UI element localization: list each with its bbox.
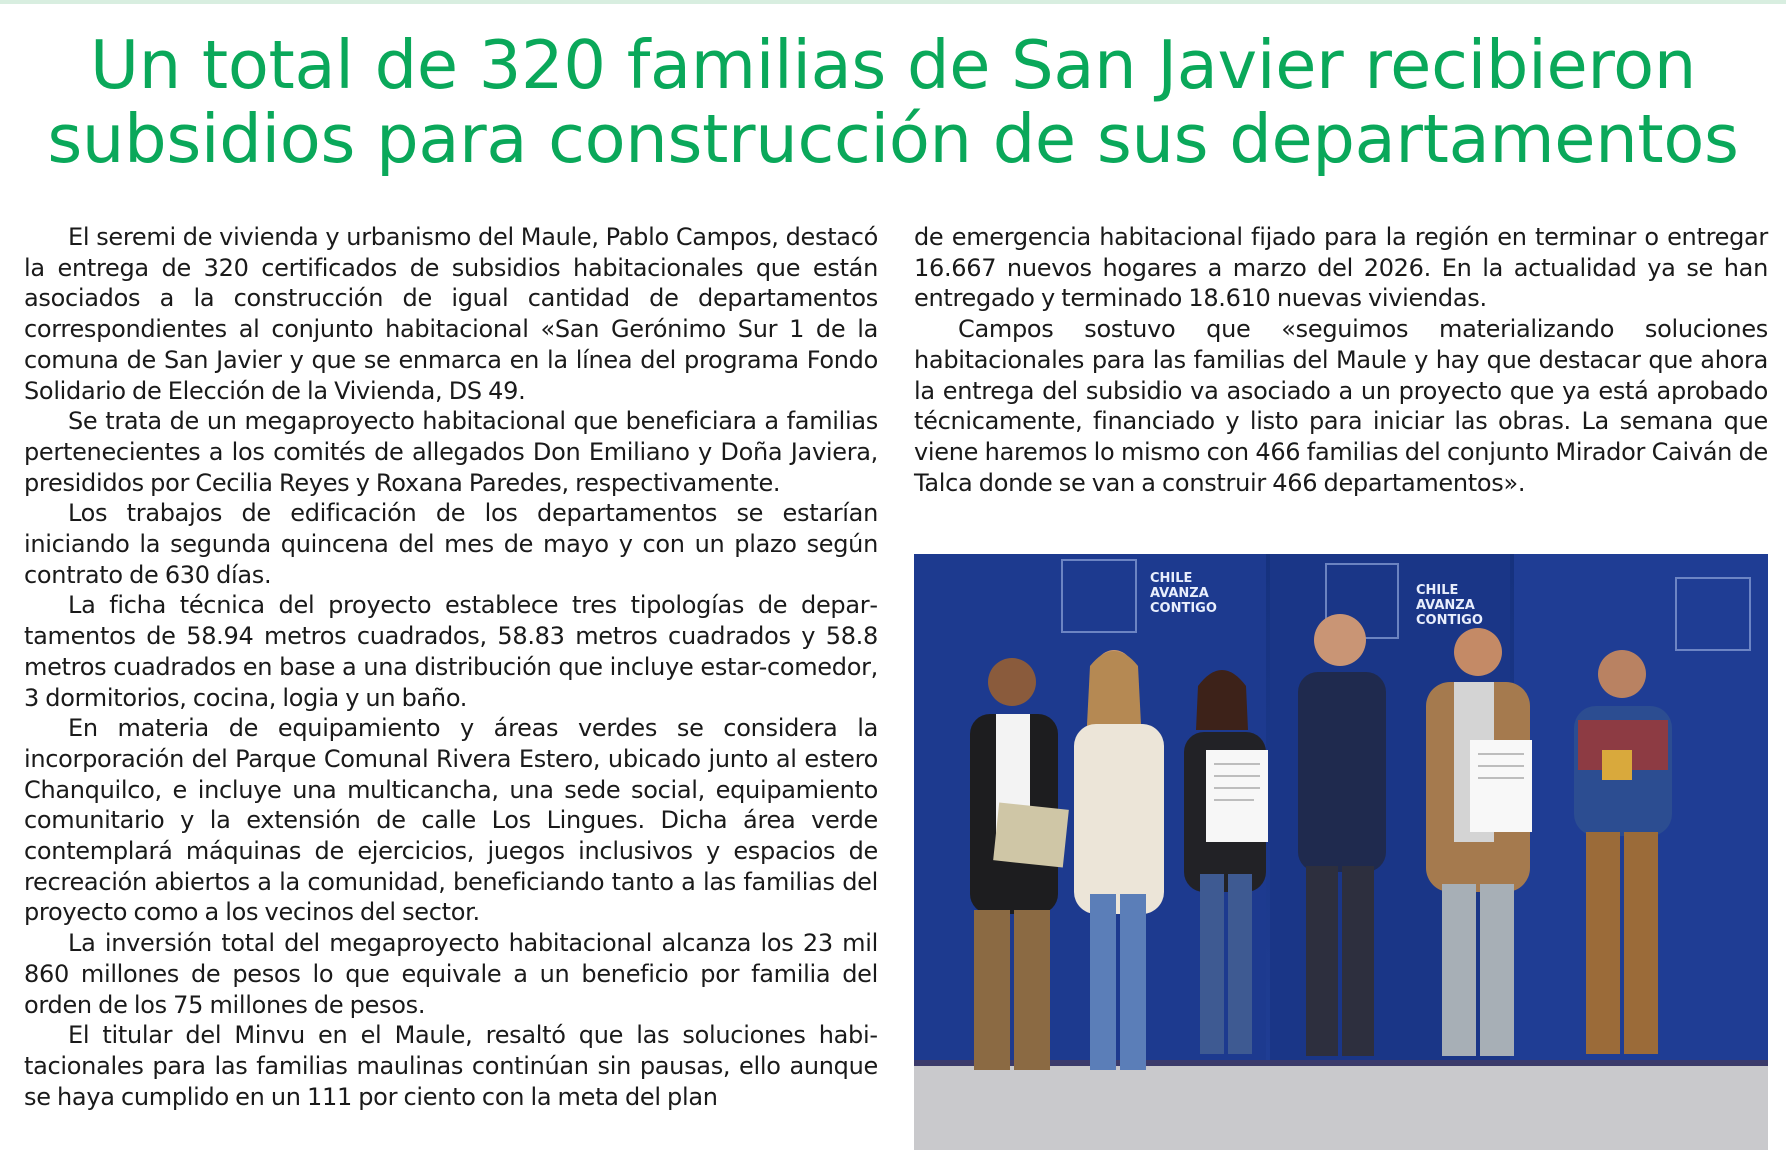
photo-illustration <box>914 554 1768 1150</box>
right-column <box>914 222 1768 498</box>
headline-line-1: Un total de 320 familias de San Javier recibieron <box>89 26 1697 104</box>
top-rule <box>0 0 1786 4</box>
svg-text:AVANZA: AVANZA <box>1150 586 1209 601</box>
paragraph: La inversión total del megaproyecto habitacional alcanza los 23 mil 860 millones de pesos lo que equivale a un beneficio por familia del orden de los 75 millones de pesos. <box>24 929 878 1019</box>
backdrop-text: CHILE <box>1150 571 1193 586</box>
svg-text:CHILE: CHILE <box>1416 583 1459 598</box>
paragraph: El seremi de vivienda y urbanismo del Maule, Pablo Campos, destacó la entrega de 320 certificados de subsidios habitacionales que están asociados a la construcción de igual cantidad de departamentos correspondientes al conjunto habitacional «San Gerónimo Sur 1 de la comuna de San Javier y que se enmarca en la línea del programa Fondo Solidario de Elección de la Vivienda, DS 49. <box>24 223 878 405</box>
paragraph: Los trabajos de edificación de los departamentos se estarían iniciando la segunda quincena del mes de mayo y con un plazo según contrato de 630 días. <box>24 499 878 589</box>
person-4 <box>1298 614 1386 1056</box>
paragraph: La ficha técnica del proyecto establece tres tipologías de departamentos de 58.94 metros cuadrados, 58.83 metros cuadrados y 58.8 metros cuadrados en base a una distribución que incluye estar-comedor, 3 dormitorios, cocina, logia y un baño. <box>24 591 878 712</box>
headline-line-2: subsidios para construcción de sus departamentos <box>47 100 1739 178</box>
paragraph: Se trata de un megaproyecto habitacional que beneficiara a familias pertenecientes a los comités de allegados Don Emiliano y Doña Javiera, presididos por Cecilia Reyes y Roxana Paredes, respectivamente. <box>24 407 878 497</box>
headline <box>0 28 1786 176</box>
paragraph-continued: de emergencia habitacional fijado para la región en terminar o entregar 16.667 nuevos hogares a marzo del 2026. En la actualidad ya se han entregado y terminado 18.610 nuevas viviendas. <box>914 223 1768 313</box>
svg-text:CONTIGO: CONTIGO <box>1416 613 1483 628</box>
svg-text:CONTIGO: CONTIGO <box>1150 601 1217 616</box>
paragraph: El titular del Minvu en el Maule, resaltó que las soluciones habitacionales para las familias maulinas continúan sin pausas, ello aunque se haya cumplido en un 111 por ciento con la meta del plan <box>24 1021 878 1111</box>
paragraph: Campos sostuvo que «seguimos materializando soluciones habitacionales para las familias del Maule y hay que destacar que ahora la entrega del subsidio va asociado a un proyecto que ya está aprobado técnicamente, financiado y listo para iniciar las obras. La semana que viene haremos lo mismo con 466 familias del conjunto Mirador Caiván de Talca donde se van a construir 466 departamentos». <box>914 315 1768 497</box>
svg-text:AVANZA: AVANZA <box>1416 598 1475 613</box>
left-column <box>24 222 878 1112</box>
news-photo <box>914 554 1768 1150</box>
paragraph: En materia de equipamiento y áreas verdes se considera la incorporación del Parque Comunal Rivera Estero, ubicado junto al estero Chanquilco, e incluye una multicancha, una sede social, equipamiento comunitario y la extensión de calle Los Lingues. Dicha área verde contemplará máquinas de ejercicios, juegos inclusivos y espacios de recreación abiertos a la comunidad, beneficiando tanto a las familias del proyecto como a los vecinos del sector. <box>24 714 878 927</box>
